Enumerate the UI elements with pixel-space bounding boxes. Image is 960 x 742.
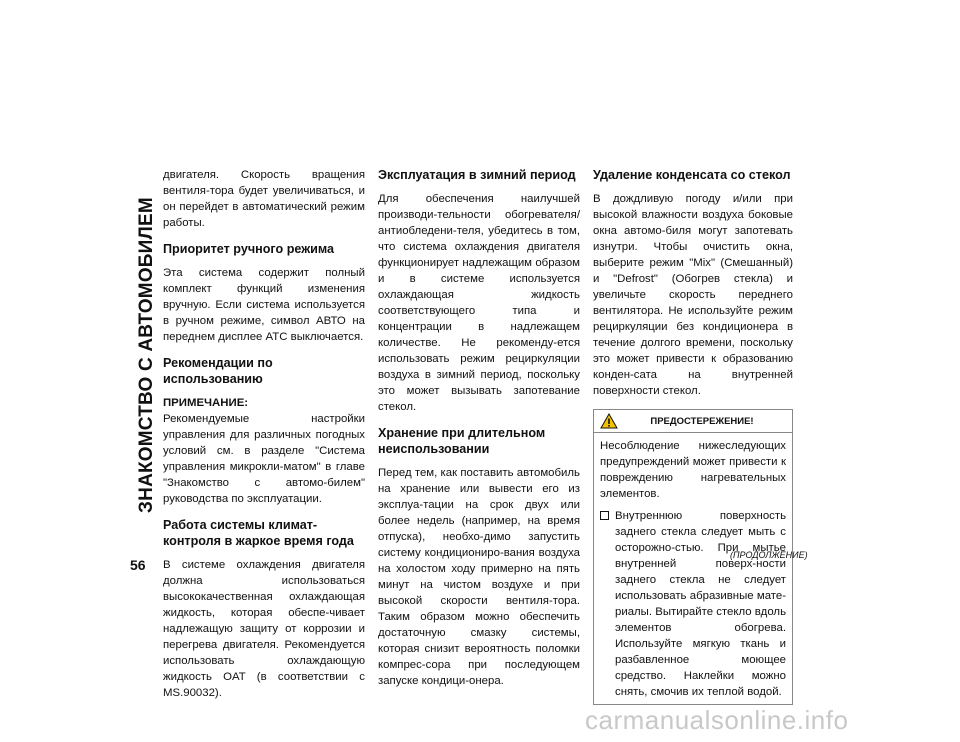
- watermark-text: carmanualsonline.info: [585, 705, 849, 735]
- note-label: ПРИМЕЧАНИЕ:: [163, 397, 249, 409]
- column-2: [378, 167, 580, 699]
- heading-long-storage: Хранение при длительном неиспользовании: [378, 426, 546, 456]
- side-title-text: ЗНАКОМСТВО С АВТОМОБИЛЕМ: [136, 197, 158, 513]
- heading-condensate-removal: Удаление конденсата со стекол: [593, 168, 791, 182]
- manual-priority-paragraph: Эта система содержит полный комплект функций изменения вручную. Если система используется в ручном режиме, символ АВТО на переднем дисплее ATC выключается.: [163, 267, 365, 343]
- warning-triangle-icon: [600, 413, 618, 429]
- bullet-square-icon: [600, 511, 609, 520]
- condensate-paragraph: В дождливую погоду и/или при высокой влажности воздуха боковые окна автомо-биля могут запотевать изнутри. Чтобы очистить окна, выберите режим "Mix" (Смешанный) и "Defrost" (Обогрев стекла) и увеличьте скорость переднего вентилятора. Не используйте режим рециркуляции без кондиционера в течение долгого времени, поскольку это может привести к образованию конден-сата на внутренней поверхности стекол.: [593, 193, 793, 397]
- column-1: [163, 167, 365, 711]
- summer-operation-paragraph: В системе охлаждения двигателя должна использоваться высококачественная охлаждающая жидкость, которая обеспе-чивает надлежащую защиту от коррозии и перегрева двигателя. Рекомендуется использовать охлаждающую жидкость OAT (в соответствии с MS.90032).: [163, 559, 365, 699]
- column-3: [593, 167, 793, 705]
- continued-label: (ПРОДОЛЖЕНИЕ): [730, 550, 808, 560]
- page-number: 56: [130, 557, 146, 573]
- warning-bullet-text: Внутреннюю поверхность заднего стекла следует мыть с осторожно-стью. При мытье внутренней поверх-ности заднего стекла не следует использовать абразивные мате-риалы. Вытирайте стекло вдоль элементов обогрева. Используйте мягкую ткань и разбавленное моющее средство. Наклейки можно снять, смочив их теплой водой.: [615, 510, 786, 698]
- recommendations-paragraph: Рекомендуемые настройки управления для различных погодных условий см. в разделе "Система управления микрокли-матом" в главе "Знакомство с автомо-билем" руководства по эксплуатации.: [163, 413, 365, 505]
- warning-title: ПРЕДОСТЕРЕЖЕНИЕ!: [650, 415, 754, 427]
- warning-header: [594, 410, 792, 433]
- heading-summer-operation: Работа системы климат-контроля в жаркое время года: [163, 518, 354, 548]
- heading-recommendations: Рекомендации по использованию: [163, 356, 273, 386]
- long-storage-paragraph: Перед тем, как поставить автомобиль на хранение или вывести его из эксплуа-тации на срок двух или более недель (например, на время отпуска), необхо-димо запустить систему кондициониро-вания воздуха на холостом ходу примерно на пять минут на чистом воздухе и при высокой скорости вентиля-тора. Таким образом можно обеспечить достаточную смазку системы, которая снизит вероятность поломки компрес-сора при последующем запуске кондици-онера.: [378, 467, 580, 687]
- warning-intro: Несоблюдение нижеследующих предупреждений может привести к повреждению нагревательных элементов.: [600, 440, 786, 500]
- intro-paragraph: двигателя. Скорость вращения вентиля-тора будет увеличиваться, и он перейдет в автоматический режим работы.: [163, 169, 365, 229]
- warning-bullet-item: [600, 508, 786, 702]
- side-section-title: [127, 165, 167, 545]
- heading-manual-priority: Приоритет ручного режима: [163, 242, 335, 256]
- winter-operation-paragraph: Для обеспечения наилучшей производи-тельности обогревателя/антиобледени-теля, убедитесь в том, что система охлаждения двигателя функционирует надлежащим образом и в системе используется охлаждающая жидкость соответствующего типа и концентрации в надлежащем количестве. Не рекоменду-ется использовать режим рециркуляции воздуха в зимний период, поскольку это может вызывать запотевание стекол.: [378, 193, 580, 413]
- warning-body: [594, 433, 792, 704]
- heading-winter-operation: Эксплуатация в зимний период: [378, 168, 576, 182]
